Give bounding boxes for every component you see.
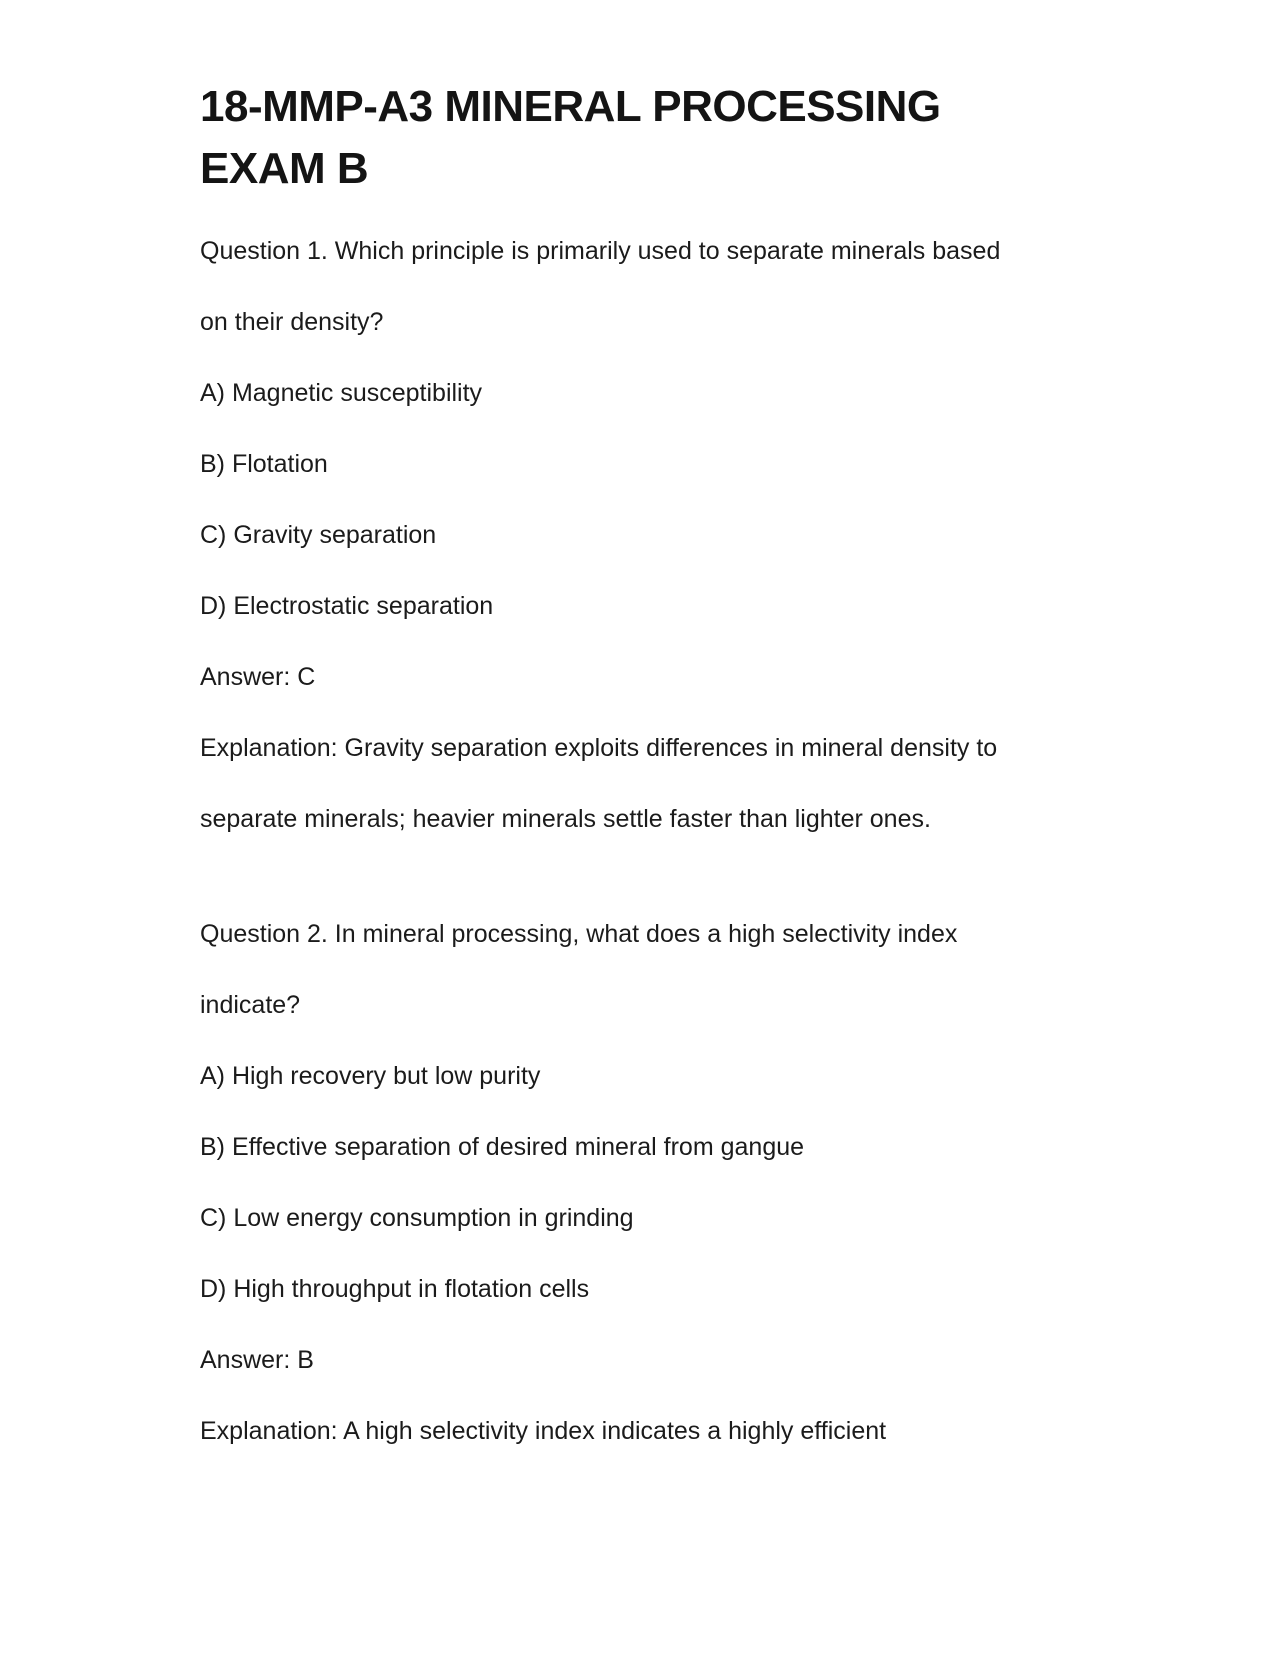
question-1-text-line-1: Question 1. Which principle is primarily used to separate minerals based: [200, 237, 1001, 265]
question-2-option-a: A) High recovery but low purity: [200, 1062, 541, 1090]
question-2-text-line-1: Question 2. In mineral processing, what does a high selectivity index: [200, 920, 958, 948]
exam-title: [200, 76, 1050, 200]
question-2-text-line-2: indicate?: [200, 991, 301, 1019]
paragraph-spacer: [200, 855, 1050, 899]
question-2-option-c: C) Low energy consumption in grinding: [200, 1204, 634, 1232]
question-2-block: [200, 899, 1050, 1467]
question-1-explanation-line-1: Explanation: Gravity separation exploits differences in mineral density to: [200, 734, 998, 762]
question-2-option-d: D) High throughput in flotation cells: [200, 1275, 590, 1303]
question-1-option-c: C) Gravity separation: [200, 521, 437, 549]
question-2-answer: Answer: B: [200, 1346, 314, 1374]
question-1-option-a: A) Magnetic susceptibility: [200, 379, 483, 407]
question-1-block: [200, 216, 1050, 855]
document-body: [200, 216, 1050, 1467]
question-1-option-b: B) Flotation: [200, 450, 328, 478]
question-2-explanation-line-1: Explanation: A high selectivity index indicates a highly efficient: [200, 1417, 887, 1445]
question-1-answer: Answer: C: [200, 663, 316, 691]
question-1-explanation-line-2: separate minerals; heavier minerals settle faster than lighter ones.: [200, 805, 931, 833]
question-1-text-line-2: on their density?: [200, 308, 384, 336]
question-1-option-d: D) Electrostatic separation: [200, 592, 494, 620]
exam-title-line-1: 18-MMP-A3 MINERAL PROCESSING: [200, 82, 941, 131]
exam-title-line-2: EXAM B: [200, 144, 369, 193]
question-2-option-b: B) Effective separation of desired mineral from gangue: [200, 1133, 805, 1161]
